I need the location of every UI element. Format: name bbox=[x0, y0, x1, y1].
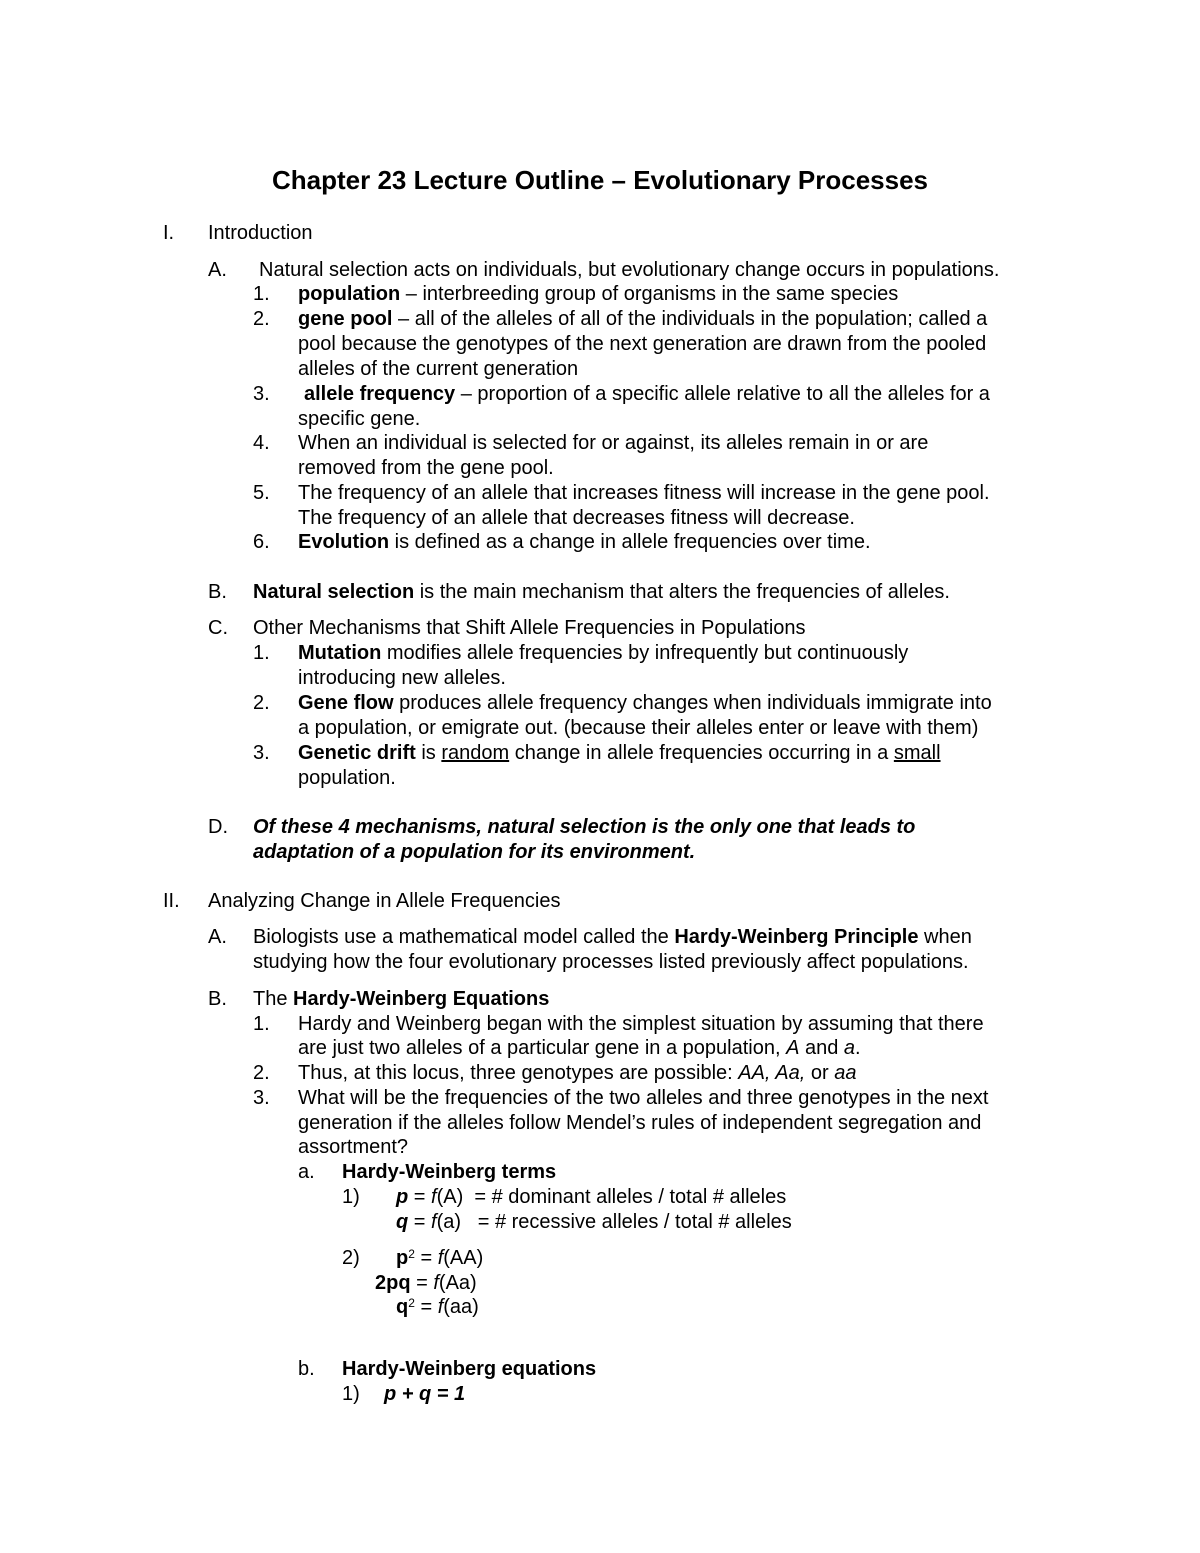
list-item-continued: a population, or emigrate out. (because their alleles enter or leave with them) bbox=[298, 717, 979, 739]
term: Natural selection bbox=[253, 581, 415, 603]
item-number: 1. bbox=[253, 1013, 270, 1035]
section-1d-marker: D. bbox=[208, 816, 228, 838]
item-number: 3. bbox=[253, 1087, 270, 1109]
underlined-word: random bbox=[441, 742, 510, 764]
sub-item-heading: Hardy-Weinberg equations bbox=[342, 1358, 597, 1380]
list-item: When an individual is selected for or against, its alleles remain in or are bbox=[298, 432, 929, 454]
term: Genetic drift bbox=[298, 742, 416, 764]
equation-line: 2pq = f(Aa) bbox=[375, 1272, 477, 1294]
list-item: What will be the frequencies of the two alleles and three genotypes in the next bbox=[298, 1087, 989, 1109]
term: population bbox=[298, 283, 401, 305]
list-item: Mutation modifies allele frequencies by infrequently but continuously bbox=[298, 642, 909, 664]
list-item-continued: are just two alleles of a particular gene in a population, A and a. bbox=[298, 1037, 861, 1059]
sub-item-marker: a. bbox=[298, 1161, 315, 1183]
equation-line: $p^2 = f(AA)$ bbox=[396, 1247, 484, 1269]
section-1-heading: Introduction bbox=[208, 222, 313, 244]
item-number: 4. bbox=[253, 432, 270, 454]
item-number: 2. bbox=[253, 692, 270, 714]
equation-line: $q^2 = f(aa)$ bbox=[396, 1296, 479, 1318]
term-number: 1) bbox=[342, 1383, 360, 1405]
section-2a-marker: A. bbox=[208, 926, 227, 948]
underlined-word: small bbox=[893, 742, 941, 764]
list-item: gene pool – all of the alleles of all of the individuals in the population; called a bbox=[298, 308, 988, 330]
term: Mutation bbox=[298, 642, 382, 664]
section-2b-marker: B. bbox=[208, 988, 227, 1010]
term: Hardy-Weinberg Principle bbox=[674, 926, 919, 948]
list-item-continued: removed from the gene pool. bbox=[298, 457, 554, 479]
page-title: Chapter 23 Lecture Outline – Evolutionary Processes bbox=[271, 165, 928, 195]
list-item-continued: specific gene. bbox=[298, 408, 421, 430]
item-number: 5. bbox=[253, 482, 270, 504]
section-2-number: II. bbox=[163, 890, 180, 912]
section-1d-text: Of these 4 mechanisms, natural selection is the only one that leads to bbox=[253, 816, 916, 838]
list-item: allele frequency – proportion of a specific allele relative to all the alleles for a bbox=[304, 383, 990, 405]
item-number: 2. bbox=[253, 1062, 270, 1084]
sub-item-heading: Hardy-Weinberg terms bbox=[342, 1161, 557, 1183]
sub-item-marker: b. bbox=[298, 1358, 315, 1380]
item-number: 3. bbox=[253, 742, 270, 764]
section-1d-text-continued: adaptation of a population for its environment. bbox=[253, 841, 696, 863]
equation-line: p + q = 1 bbox=[384, 1383, 466, 1405]
list-item-continued: pool because the genotypes of the next generation are drawn from the pooled bbox=[298, 333, 987, 355]
term: Gene flow bbox=[298, 692, 394, 714]
section-1-number: I. bbox=[163, 222, 175, 244]
item-number: 1. bbox=[253, 642, 270, 664]
section-1c-marker: C. bbox=[208, 617, 228, 639]
equation-line: p = f(A) = # dominant alleles / total # alleles bbox=[396, 1186, 787, 1208]
list-item-continued: The frequency of an allele that decreases fitness will decrease. bbox=[298, 507, 855, 529]
list-item: Evolution is defined as a change in allele frequencies over time. bbox=[298, 531, 871, 553]
list-item: Gene flow produces allele frequency changes when individuals immigrate into bbox=[298, 692, 992, 714]
item-number: 6. bbox=[253, 531, 270, 553]
list-item: The frequency of an allele that increases fitness will increase in the gene pool. bbox=[298, 482, 990, 504]
term-number: 2) bbox=[342, 1247, 360, 1269]
list-item-continued: population. bbox=[298, 767, 396, 789]
term: Hardy-Weinberg Equations bbox=[293, 988, 550, 1010]
list-item: population – interbreeding group of organisms in the same species bbox=[298, 283, 899, 305]
list-item-continued: introducing new alleles. bbox=[298, 667, 506, 689]
term: Evolution bbox=[298, 531, 390, 553]
section-2a-text: Biologists use a mathematical model called the Hardy-Weinberg Principle when bbox=[253, 926, 972, 948]
equation-line: q = f(a) = # recessive alleles / total # alleles bbox=[396, 1211, 792, 1233]
term-number: 1) bbox=[342, 1186, 360, 1208]
item-number: 2. bbox=[253, 308, 270, 330]
list-item-continued: assortment? bbox=[298, 1136, 409, 1158]
item-number: 3. bbox=[253, 383, 270, 405]
section-1a-text: Natural selection acts on individuals, but evolutionary change occurs in populations. bbox=[259, 259, 1000, 281]
term: allele frequency bbox=[304, 383, 456, 405]
section-2b-heading: The Hardy-Weinberg Equations bbox=[253, 988, 550, 1010]
section-1c-text: Other Mechanisms that Shift Allele Frequencies in Populations bbox=[253, 617, 806, 639]
list-item-continued: generation if the alleles follow Mendel’s rules of independent segregation and bbox=[298, 1112, 982, 1134]
item-number: 1. bbox=[253, 283, 270, 305]
section-2a-text-continued: studying how the four evolutionary processes listed previously affect populations. bbox=[253, 951, 969, 973]
section-1b-marker: B. bbox=[208, 581, 227, 603]
list-item: Thus, at this locus, three genotypes are possible: AA, Aa, or aa bbox=[298, 1062, 857, 1084]
term: gene pool bbox=[298, 308, 393, 330]
list-item: Hardy and Weinberg began with the simplest situation by assuming that there bbox=[298, 1013, 984, 1035]
section-2-heading: Analyzing Change in Allele Frequencies bbox=[208, 890, 561, 912]
section-1a-marker: A. bbox=[208, 259, 227, 281]
section-1b-text: Natural selection is the main mechanism that alters the frequencies of alleles. bbox=[253, 581, 950, 603]
list-item-continued: alleles of the current generation bbox=[298, 358, 579, 380]
list-item: Genetic drift is random change in allele frequencies occurring in a small bbox=[298, 742, 941, 764]
